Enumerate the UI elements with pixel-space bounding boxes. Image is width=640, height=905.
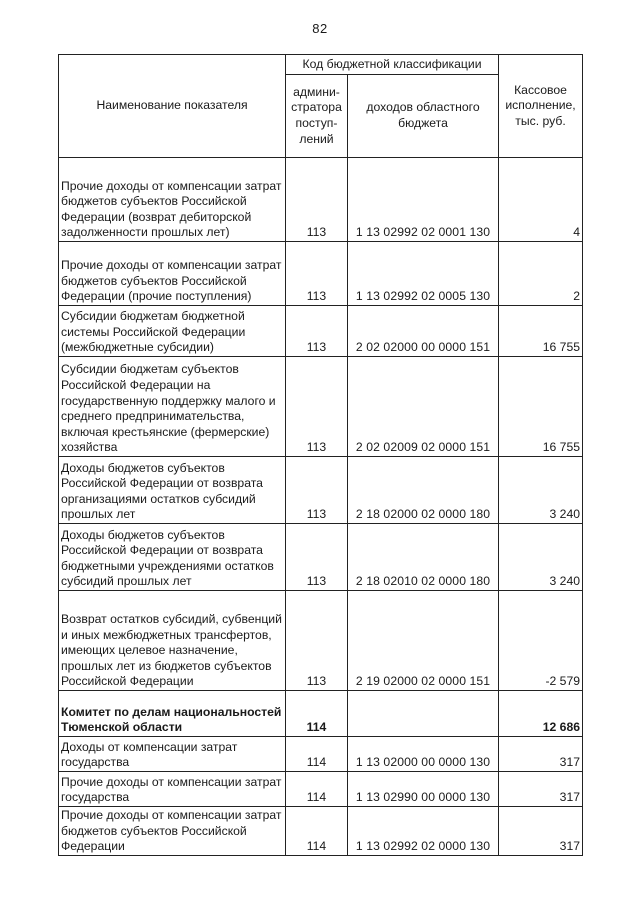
header-amount: Кассовое исполнение, тыс. руб. bbox=[499, 55, 583, 158]
row-name: Прочие доходы от компенсации затрат бюджетов субъектов Российской Федерации bbox=[59, 807, 286, 856]
row-amount: 317 bbox=[499, 807, 583, 856]
row-amount: -2 579 bbox=[499, 591, 583, 691]
row-amount: 16 755 bbox=[499, 306, 583, 357]
row-amount: 3 240 bbox=[499, 457, 583, 524]
row-name: Прочие доходы от компенсации затрат бюджетов субъектов Российской Федерации (прочие поступления) bbox=[59, 242, 286, 306]
row-admin-code: 114 bbox=[286, 807, 348, 856]
table-body bbox=[59, 158, 583, 856]
header-revenue: доходов областного бюджета bbox=[348, 75, 499, 158]
table-row bbox=[59, 591, 583, 691]
row-admin-code: 113 bbox=[286, 591, 348, 691]
row-amount: 12 686 bbox=[499, 691, 583, 737]
row-amount: 317 bbox=[499, 737, 583, 772]
page-number: 82 bbox=[312, 21, 328, 36]
table-row bbox=[59, 524, 583, 591]
row-admin-code: 114 bbox=[286, 691, 348, 737]
row-revenue-code: 2 02 02009 02 0000 151 bbox=[348, 357, 499, 457]
table-row bbox=[59, 158, 583, 242]
row-admin-code: 113 bbox=[286, 457, 348, 524]
row-admin-code: 114 bbox=[286, 737, 348, 772]
row-name: Комитет по делам национальностей Тюменской области bbox=[59, 691, 286, 737]
table-row bbox=[59, 691, 583, 737]
table-row bbox=[59, 737, 583, 772]
row-amount: 2 bbox=[499, 242, 583, 306]
table-row bbox=[59, 772, 583, 807]
row-name: Субсидии бюджетам субъектов Российской Федерации на государственную поддержку малого и среднего предпринимательства, включая крестьянские (фермерские) хозяйства bbox=[59, 357, 286, 457]
row-revenue-code: 1 13 02992 02 0000 130 bbox=[348, 807, 499, 856]
row-name: Прочие доходы от компенсации затрат бюджетов субъектов Российской Федерации (возврат дебиторской задолженности прошлых лет) bbox=[59, 158, 286, 242]
row-admin-code: 113 bbox=[286, 524, 348, 591]
row-name: Субсидии бюджетам бюджетной системы Российской Федерации (межбюджетные субсидии) bbox=[59, 306, 286, 357]
row-name: Возврат остатков субсидий, субвенций и иных межбюджетных трансфертов, имеющих целевое назначение, прошлых лет из бюджетов субъектов Российской Федерации bbox=[59, 591, 286, 691]
row-name: Прочие доходы от компенсации затрат государства bbox=[59, 772, 286, 807]
row-name: Доходы бюджетов субъектов Российской Федерации от возврата организациями остатков субсидий прошлых лет bbox=[59, 457, 286, 524]
row-amount: 3 240 bbox=[499, 524, 583, 591]
table-row bbox=[59, 242, 583, 306]
row-name: Доходы от компенсации затрат государства bbox=[59, 737, 286, 772]
budget-table bbox=[58, 54, 583, 856]
row-revenue-code: 2 18 02010 02 0000 180 bbox=[348, 524, 499, 591]
row-revenue-code: 1 13 02990 00 0000 130 bbox=[348, 772, 499, 807]
table-row bbox=[59, 306, 583, 357]
row-amount: 317 bbox=[499, 772, 583, 807]
row-amount: 16 755 bbox=[499, 357, 583, 457]
row-revenue-code: 2 19 02000 02 0000 151 bbox=[348, 591, 499, 691]
row-admin-code: 113 bbox=[286, 158, 348, 242]
table-row bbox=[59, 457, 583, 524]
row-admin-code: 113 bbox=[286, 357, 348, 457]
row-name: Доходы бюджетов субъектов Российской Федерации от возврата бюджетными учреждениями остатков субсидий прошлых лет bbox=[59, 524, 286, 591]
table-row bbox=[59, 807, 583, 856]
row-revenue-code: 2 18 02000 02 0000 180 bbox=[348, 457, 499, 524]
row-amount: 4 bbox=[499, 158, 583, 242]
row-admin-code: 113 bbox=[286, 306, 348, 357]
header-name: Наименование показателя bbox=[59, 55, 286, 158]
header-admin: админи-стратора поступ-лений bbox=[286, 75, 348, 158]
table-row bbox=[59, 357, 583, 457]
row-admin-code: 114 bbox=[286, 772, 348, 807]
row-revenue-code: 1 13 02992 02 0005 130 bbox=[348, 242, 499, 306]
row-revenue-code bbox=[348, 691, 499, 737]
header-code-group: Код бюджетной классификации bbox=[286, 55, 499, 75]
row-revenue-code: 1 13 02992 02 0001 130 bbox=[348, 158, 499, 242]
table-header bbox=[59, 55, 583, 158]
row-admin-code: 113 bbox=[286, 242, 348, 306]
row-revenue-code: 1 13 02000 00 0000 130 bbox=[348, 737, 499, 772]
row-revenue-code: 2 02 02000 00 0000 151 bbox=[348, 306, 499, 357]
